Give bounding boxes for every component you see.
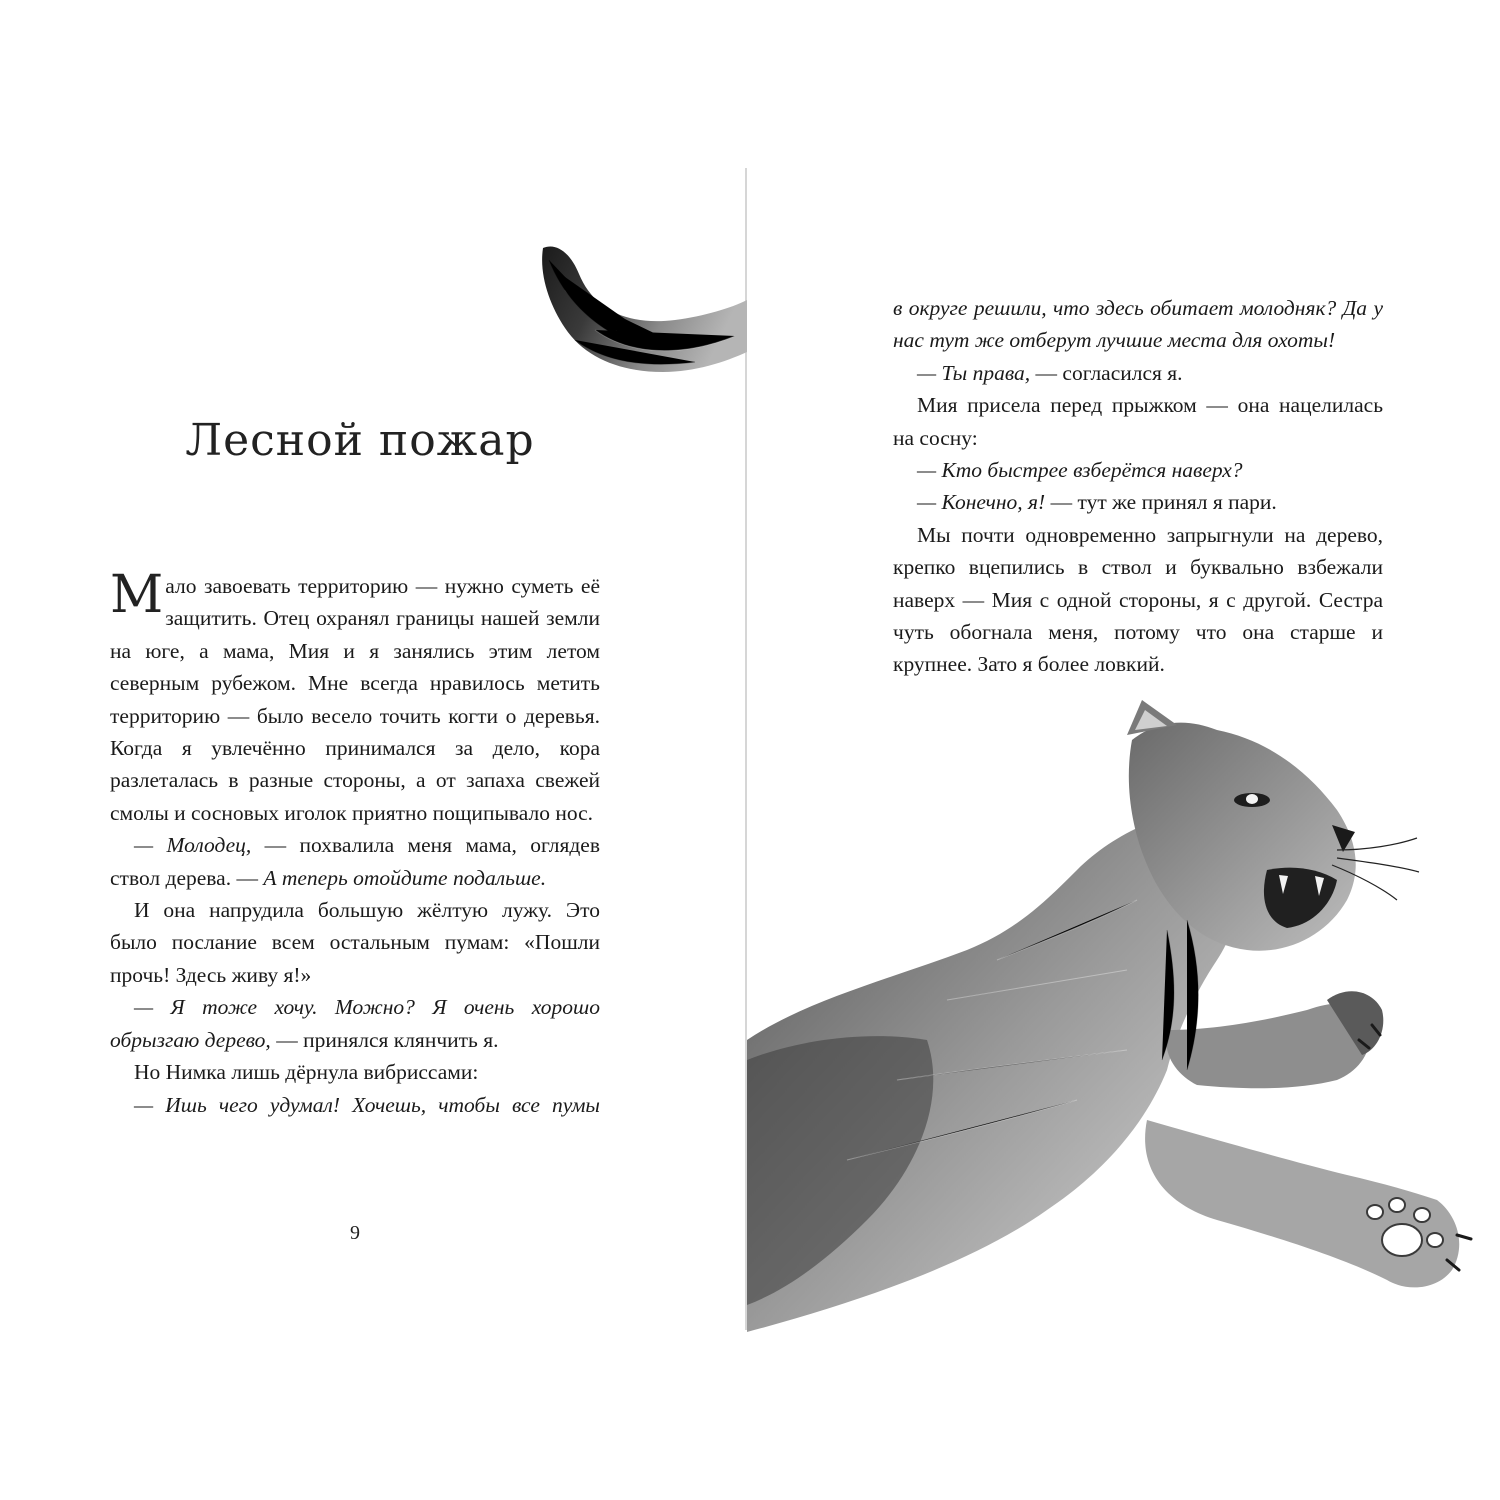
dialogue-narration: — согласился я. (1030, 360, 1183, 385)
paragraph (893, 292, 1383, 357)
dialogue-italic: в округе решили, что здесь обитает молодняк? Да у нас тут же отберут лучшие места для охоты! (893, 296, 1383, 353)
paragraph: И она напрудила большую жёлтую лужу. Это было послание всем остальным пумам: «Пошли прочь! Здесь живу я!» (110, 898, 600, 987)
paragraph: Мия присела перед прыжком — она нацелилась на сосну: (893, 393, 1383, 450)
dialogue-narration: — принялся клянчить я. (270, 1027, 499, 1052)
page-number: 9 (350, 1222, 360, 1244)
puma-tail-illustration (535, 240, 747, 375)
dialogue-italic: — Кто быстрее взберётся наверх? (917, 458, 1243, 483)
dialogue-italic: — Ты права, (917, 360, 1031, 385)
dialogue-italic: — Я тоже хочу. Можно? Я очень хорошо обрызгаю дерево, (110, 995, 600, 1052)
paragraph (893, 357, 1383, 389)
paragraph (110, 1089, 600, 1121)
right-page-text (893, 292, 1383, 681)
paragraph: Мы почти одновременно запрыгнули на дерево, крепко вцепились в ствол и буквально взбежали наверх — Мия с одной стороны, я с другой. Сестра чуть обогнала меня, потому что она старше и крупнее. Зато я более ловкий. (893, 522, 1383, 677)
chapter-title: Лесной пожар (185, 415, 535, 466)
paragraph (893, 454, 1383, 486)
dialogue-narration: — похвалила меня мама, оглядев ствол дерева. — (110, 833, 600, 890)
dialogue-italic: А теперь отойдите подальше. (263, 865, 547, 890)
paragraph (893, 486, 1383, 518)
left-page-text (110, 565, 600, 1121)
dialogue-narration: — тут же принял я пари. (1045, 490, 1277, 515)
paragraph (110, 991, 600, 1056)
opening-paragraph (110, 565, 600, 829)
drop-cap: М (110, 565, 164, 625)
dialogue-italic: — Ишь чего удумал! Хочешь, чтобы все пумы (134, 1092, 600, 1117)
opening-paragraph-text: ало завоевать территорию — нужно суметь её защитить. Отец охранял границы нашей земли на юге, а мама, Мия и я занялись этим летом северным рубежом. Мне всегда нравилось метить территорию — было весело точить когти о деревья. Когда я увлечённо принимался за дело, кора разлеталась в разные стороны, а от запаха свежей смолы и сосновых иголок приятно пощипывало нос. (110, 574, 600, 825)
leaping-puma-illustration (747, 700, 1487, 1332)
paragraph: Но Нимка лишь дёрнула вибриссами: (134, 1060, 479, 1085)
dialogue-italic: — Молодец, (134, 833, 252, 858)
dialogue-italic: — Конечно, я! (917, 490, 1046, 515)
paragraph (110, 829, 600, 894)
